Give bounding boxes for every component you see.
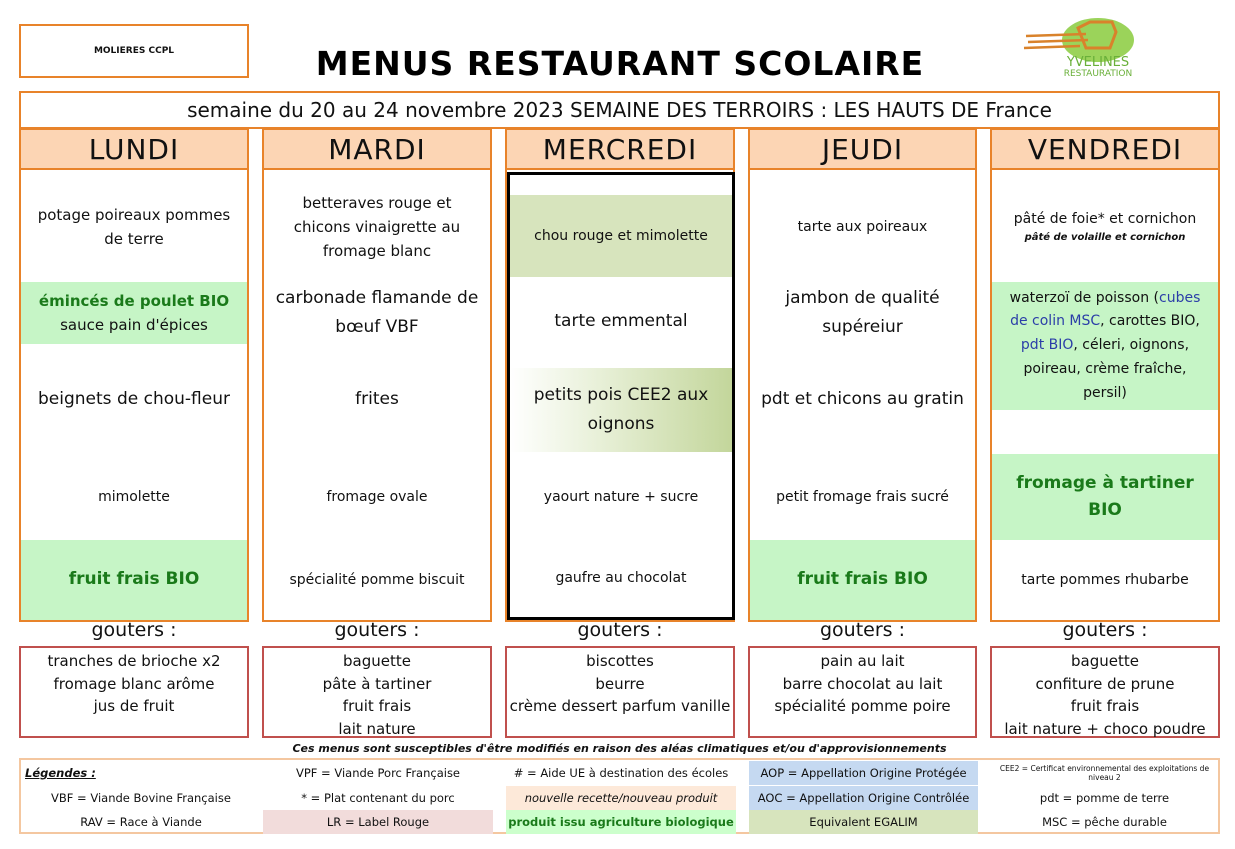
menu-dairy: mimolette bbox=[98, 488, 170, 505]
gouter-box-jeudi bbox=[748, 646, 977, 738]
disclaimer: Ces menus sont susceptibles d'être modifiés en raison des aléas climatiques et/ou d'approvisionnements bbox=[292, 741, 947, 755]
menu-dairy: yaourt nature + sucre bbox=[543, 488, 699, 505]
menu-main: waterzoï de poisson (cubes de colin MSC, carottes BIO, pdt BIO, céleri, oignons, poireau, crème fraîche, persil) bbox=[992, 282, 1218, 410]
legend-box bbox=[19, 758, 1220, 834]
menu-dessert: fruit frais BIO bbox=[21, 540, 247, 620]
legend-title: Légendes : bbox=[25, 766, 96, 780]
menu-side: petits pois CEE2 aux oignons bbox=[510, 368, 732, 452]
gouter-item: pain au lait bbox=[820, 652, 905, 670]
gouter-label-jeudi: gouters : bbox=[819, 619, 906, 641]
legend-bio: produit issu agriculture biologique bbox=[506, 810, 736, 834]
week-text: semaine du 20 au 24 novembre 2023 SEMAINE DES TERROIRS : LES HAUTS DE France bbox=[187, 98, 1052, 122]
menu-side: frites bbox=[355, 388, 399, 409]
legend-msc: MSC = pêche durable bbox=[1042, 815, 1167, 829]
legend-vpf: VPF = Viande Porc Française bbox=[295, 766, 461, 780]
day-column-lundi bbox=[19, 128, 249, 622]
gouter-box-lundi bbox=[19, 646, 249, 738]
menu-side: pdt et chicons au gratin bbox=[761, 388, 964, 409]
legend-cee2: CEE2 = Certificat environnemental des exploitations de niveau 2 bbox=[999, 764, 1210, 782]
week-banner bbox=[19, 91, 1220, 129]
page-title: MENUS RESTAURANT SCOLAIRE bbox=[315, 43, 925, 83]
gouter-item: beurre bbox=[595, 674, 645, 693]
logo-text-line2: RESTAURATION bbox=[1063, 69, 1133, 79]
menu-main: émincés de poulet BIO sauce pain d'épices bbox=[21, 282, 247, 344]
gouter-label-lundi: gouters : bbox=[91, 619, 177, 641]
menu-starter: chou rouge et mimolette bbox=[510, 195, 732, 277]
day-header-lundi: LUNDI bbox=[21, 128, 247, 170]
legend-vbf: VBF = Viande Bovine Française bbox=[51, 791, 231, 805]
menu-dessert: gaufre au chocolat bbox=[555, 570, 687, 587]
legend-pdt: pdt = pomme de terre bbox=[1039, 791, 1170, 805]
day-header-vendredi: VENDREDI bbox=[992, 128, 1218, 170]
menu-dairy: fromage à tartiner BIO bbox=[992, 454, 1218, 540]
bio-label: pdt BIO bbox=[1020, 337, 1074, 354]
gouter-label-vendredi: gouters : bbox=[1062, 619, 1148, 641]
gouter-item: jus de fruit bbox=[93, 697, 175, 715]
gouter-box-vendredi bbox=[990, 646, 1220, 738]
logo-graphic-icon bbox=[1016, 14, 1146, 80]
legend-nouvelle-recette: nouvelle recette/nouveau produit bbox=[506, 786, 736, 810]
legend-egalim: Equivalent EGALIM bbox=[749, 810, 978, 834]
day-header-mercredi: MERCREDI bbox=[507, 128, 733, 170]
day-column-vendredi bbox=[990, 128, 1220, 622]
menu-starter: betteraves rouge et chicons vinaigrette au fromage blanc bbox=[293, 194, 461, 260]
gouter-item: biscottes bbox=[586, 652, 654, 670]
gouter-item: fruit frais bbox=[342, 697, 412, 715]
menu-main: carbonade flamande de bœuf VBF bbox=[275, 288, 479, 337]
day-column-mardi bbox=[262, 128, 492, 622]
menu-starter: tarte aux poireaux bbox=[797, 218, 928, 235]
school-name: MOLIERES CCPL bbox=[93, 46, 175, 56]
day-header-jeudi: JEUDI bbox=[750, 128, 975, 170]
bio-label: émincés de poulet BIO bbox=[38, 292, 230, 310]
day-header-mardi: MARDI bbox=[264, 128, 490, 170]
msc-label: cubes de colin MSC bbox=[1010, 289, 1201, 330]
day-column-jeudi bbox=[748, 128, 977, 622]
gouter-item: fromage blanc arôme bbox=[53, 674, 215, 693]
gouter-label-mercredi: gouters : bbox=[577, 619, 663, 641]
menu-starter: pâté de foie* et cornichon pâté de volaille et cornichon bbox=[992, 172, 1218, 282]
legend-porc: * = Plat contenant du porc bbox=[301, 791, 455, 805]
yvelines-restauration-logo bbox=[1016, 14, 1146, 80]
menu-dairy: petit fromage frais sucré bbox=[776, 488, 949, 505]
gouter-item: barre chocolat au lait bbox=[782, 674, 943, 693]
gouter-item: crème dessert parfum vanille bbox=[509, 697, 731, 715]
school-name-box bbox=[19, 24, 249, 78]
gouter-item: confiture de prune bbox=[1035, 674, 1175, 693]
menu-main: jambon de qualité supéreiur bbox=[785, 288, 940, 337]
day-column-mercredi bbox=[505, 128, 735, 622]
legend-aop: AOP = Appellation Origine Protégée bbox=[749, 761, 978, 785]
menu-dessert: fruit frais BIO bbox=[750, 540, 975, 620]
gouter-item: spécialité pomme poire bbox=[774, 697, 951, 715]
menu-side: beignets de chou-fleur bbox=[38, 388, 230, 409]
legend-aoc: AOC = Appellation Origine Contrôlée bbox=[749, 786, 978, 810]
logo-text-line1: YVELINES bbox=[1066, 55, 1130, 70]
menu-dessert: tarte pommes rhubarbe bbox=[1021, 571, 1189, 588]
menu-starter-alternative: pâté de volaille et cornichon bbox=[1024, 232, 1186, 244]
gouter-item: pâte à tartiner bbox=[322, 674, 432, 693]
menu-main: tarte emmental bbox=[554, 310, 688, 331]
gouter-item: lait nature + choco poudre bbox=[1004, 719, 1206, 738]
gouter-item: tranches de brioche x2 bbox=[47, 652, 221, 670]
gouter-item: fruit frais bbox=[1070, 697, 1140, 715]
gouter-label-mardi: gouters : bbox=[334, 619, 420, 641]
legend-ue: # = Aide UE à destination des écoles bbox=[513, 766, 729, 780]
menu-starter: potage poireaux pommes de terre bbox=[37, 206, 231, 248]
gouter-box-mardi bbox=[262, 646, 492, 738]
menu-dairy: fromage ovale bbox=[326, 488, 428, 505]
gouter-item: lait nature bbox=[338, 719, 416, 738]
legend-label-rouge: LR = Label Rouge bbox=[263, 810, 493, 834]
gouter-box-mercredi bbox=[505, 646, 735, 738]
gouter-item: baguette bbox=[343, 652, 411, 670]
menu-dessert: spécialité pomme biscuit bbox=[289, 571, 465, 588]
gouter-item: baguette bbox=[1071, 652, 1139, 670]
legend-rav: RAV = Race à Viande bbox=[80, 815, 202, 829]
